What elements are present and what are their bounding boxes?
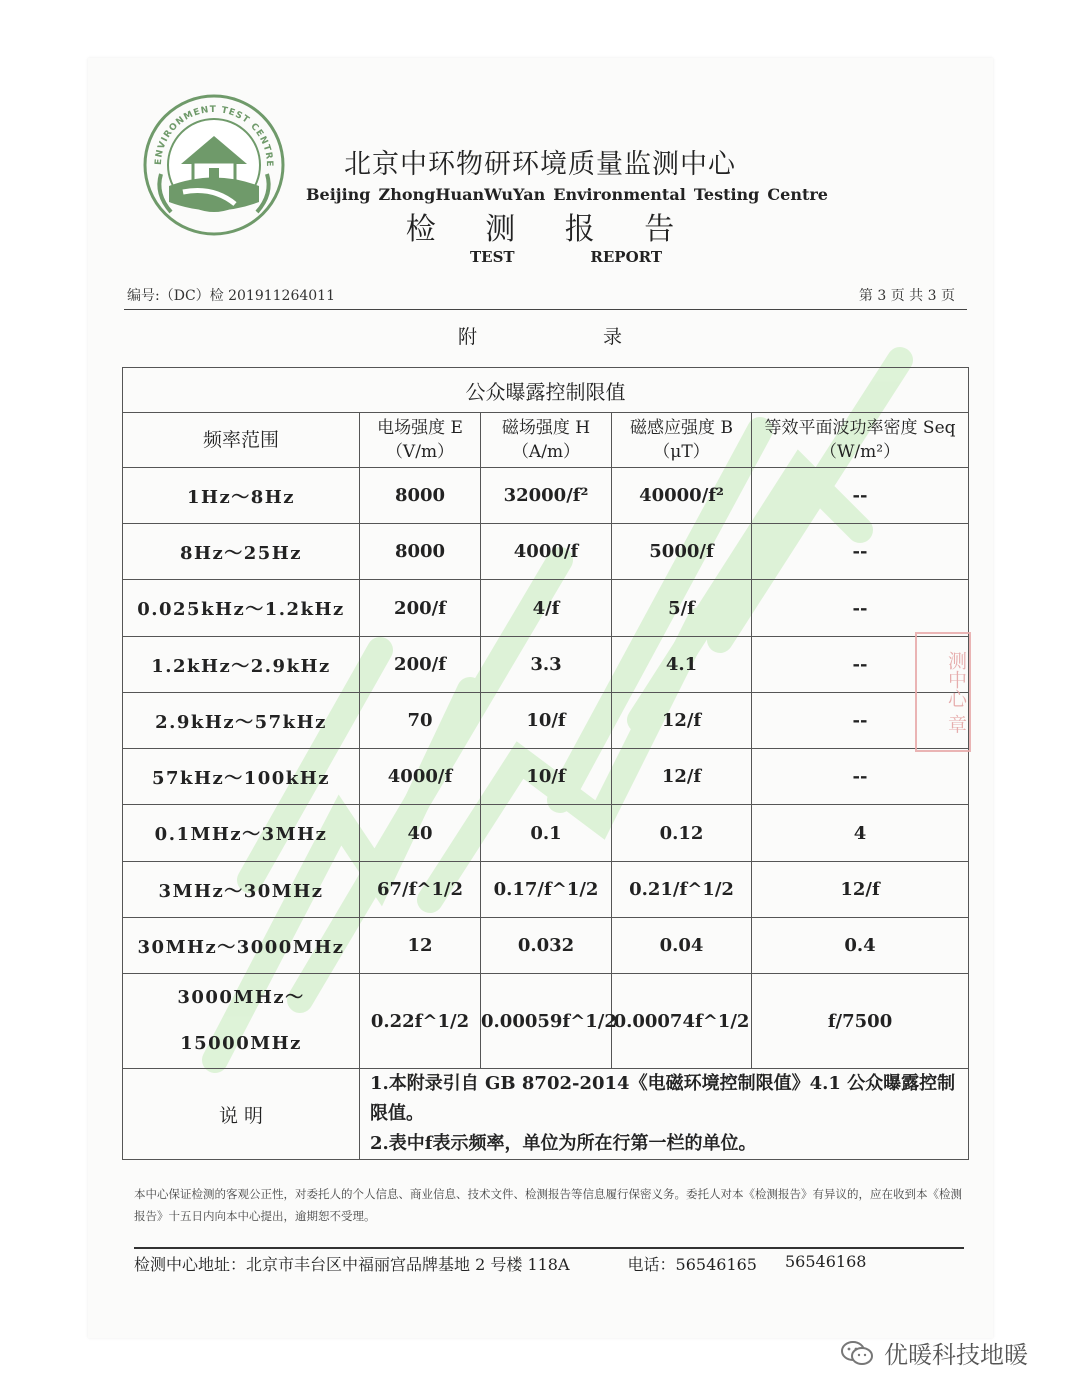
table-row (123, 974, 969, 1069)
note-text (360, 1069, 969, 1160)
table-row (123, 862, 969, 918)
table-row (123, 468, 969, 524)
s-cell: -- (752, 468, 969, 524)
report-en-word: REPORT (590, 248, 662, 266)
header-b-field (612, 413, 752, 468)
report-number: 编号:（DC）检 201911264011 (127, 288, 335, 304)
e-cell: 0.22f^1/2 (360, 974, 481, 1069)
org-en-word: Centre (767, 185, 828, 204)
b-cell: 4.1 (612, 637, 752, 693)
e-cell: 200/f (360, 637, 481, 693)
logo-ring-text: ENVIRONMENT TEST CENTRE (153, 104, 275, 168)
h-cell: 3.3 (481, 637, 612, 693)
header-h-field (481, 413, 612, 468)
note-label: 说 明 (123, 1069, 360, 1160)
header-label: 电场强度 E (377, 418, 463, 438)
note-line: 2.表中f表示频率，单位为所在行第一栏的单位。 (370, 1133, 757, 1154)
wechat-brand (840, 1335, 1028, 1370)
table-row (123, 637, 969, 693)
appendix-title: 附 录 (457, 326, 683, 348)
freq-cell: 30MHz～3000MHz (123, 918, 360, 974)
note-row (123, 1069, 969, 1160)
e-cell: 4000/f (360, 749, 481, 805)
s-cell: 4 (752, 805, 969, 862)
h-cell: 0.1 (481, 805, 612, 862)
header-e-field (360, 413, 481, 468)
freq-cell: 0.1MHz～3MHz (123, 805, 360, 862)
e-cell: 70 (360, 693, 481, 749)
phone-1: 电话：56546165 (627, 1255, 757, 1274)
header-label: 磁场强度 H (501, 418, 591, 438)
s-cell: -- (752, 580, 969, 637)
table-row (123, 805, 969, 862)
b-cell: 0.21/f^1/2 (612, 862, 752, 918)
exposure-limits-table (122, 367, 969, 1160)
b-cell: 0.00074f^1/2 (612, 974, 752, 1069)
h-cell: 0.00059f^1/2 (481, 974, 612, 1069)
org-name-en (306, 185, 828, 204)
freq-cell: 0.025kHz～1.2kHz (123, 580, 360, 637)
b-cell: 0.04 (612, 918, 752, 974)
header-power-density (752, 413, 969, 468)
s-cell: f/7500 (752, 974, 969, 1069)
e-cell: 12 (360, 918, 481, 974)
header-label: 磁感应强度 B (630, 418, 733, 438)
header-unit: （A/m） (511, 442, 581, 462)
s-cell: -- (752, 524, 969, 580)
e-cell: 8000 (360, 468, 481, 524)
org-name-cn: 北京中环物研环境质量监测中心 (344, 149, 736, 180)
h-cell: 32000/f² (481, 468, 612, 524)
table-title: 公众曝露控制限值 (123, 368, 969, 413)
e-cell: 8000 (360, 524, 481, 580)
org-en-word: ZhongHuanWuYan (378, 185, 546, 204)
header-label: 等效平面波功率密度 Seq (764, 418, 956, 438)
address: 检测中心地址：北京市丰台区中福丽宫品牌基地 2 号楼 118A (134, 1255, 570, 1274)
h-cell: 0.032 (481, 918, 612, 974)
b-cell: 12/f (612, 693, 752, 749)
h-cell: 10/f (481, 749, 612, 805)
e-cell: 67/f^1/2 (360, 862, 481, 918)
org-en-word: Testing (693, 185, 760, 204)
e-cell: 40 (360, 805, 481, 862)
b-cell: 0.12 (612, 805, 752, 862)
header-unit: （W/m²） (819, 442, 901, 462)
b-cell: 40000/f² (612, 468, 752, 524)
table-row (123, 524, 969, 580)
footer-divider (134, 1247, 964, 1249)
s-cell: 12/f (752, 862, 969, 918)
red-seal-stamp: 测中心 章 (915, 632, 971, 752)
table-row (123, 580, 969, 637)
contact-row (134, 1252, 964, 1275)
s-cell: -- (752, 749, 969, 805)
header-frequency: 频率范围 (123, 413, 360, 468)
b-cell: 5000/f (612, 524, 752, 580)
freq-line: 15000MHz (180, 1033, 302, 1054)
header-unit: （V/m） (385, 442, 455, 462)
s-cell: -- (752, 693, 969, 749)
e-cell: 200/f (360, 580, 481, 637)
report-meta (127, 285, 955, 305)
freq-cell: 57kHz～100kHz (123, 749, 360, 805)
disclaimer: 本中心保证检测的客观公正性，对委托人的个人信息、商业信息、技术文件、检测报告等信息履行保密义务。委托人对本《检测报告》有异议的，应在收到本《检测报告》十五日内向本中心提出，逾期恕不受理。 (134, 1187, 962, 1223)
note-line: 1.本附录引自 GB 8702-2014《电磁环境控制限值》4.1 公众曝露控制限值。 (370, 1073, 956, 1124)
brand-name: 优暖科技地暖 (884, 1341, 1028, 1369)
header-divider (124, 309, 967, 310)
s-cell: -- (752, 637, 969, 693)
freq-cell: 2.9kHz～57kHz (123, 693, 360, 749)
freq-line: 3000MHz～ (177, 987, 305, 1008)
phone-2: 56546168 (785, 1252, 867, 1271)
b-cell: 12/f (612, 749, 752, 805)
freq-cell: 1.2kHz～2.9kHz (123, 637, 360, 693)
page-info: 第 3 页 共 3 页 (858, 288, 955, 304)
s-cell: 0.4 (752, 918, 969, 974)
h-cell: 10/f (481, 693, 612, 749)
report-en-word: TEST (470, 248, 515, 266)
freq-cell: 3MHz～30MHz (123, 862, 360, 918)
table-row (123, 693, 969, 749)
table-row (123, 749, 969, 805)
report-title-cn: 检 测 报 告 (405, 212, 695, 247)
freq-cell: 1Hz～8Hz (123, 468, 360, 524)
header-unit: （μT） (653, 442, 710, 462)
b-cell: 5/f (612, 580, 752, 637)
h-cell: 4/f (481, 580, 612, 637)
wechat-icon (840, 1339, 874, 1367)
freq-cell (123, 974, 360, 1069)
table-row (123, 918, 969, 974)
freq-cell: 8Hz～25Hz (123, 524, 360, 580)
h-cell: 0.17/f^1/2 (481, 862, 612, 918)
h-cell: 4000/f (481, 524, 612, 580)
org-en-word: Environmental (553, 185, 686, 204)
report-title-en (470, 248, 662, 266)
org-en-word: Beijing (306, 185, 371, 204)
